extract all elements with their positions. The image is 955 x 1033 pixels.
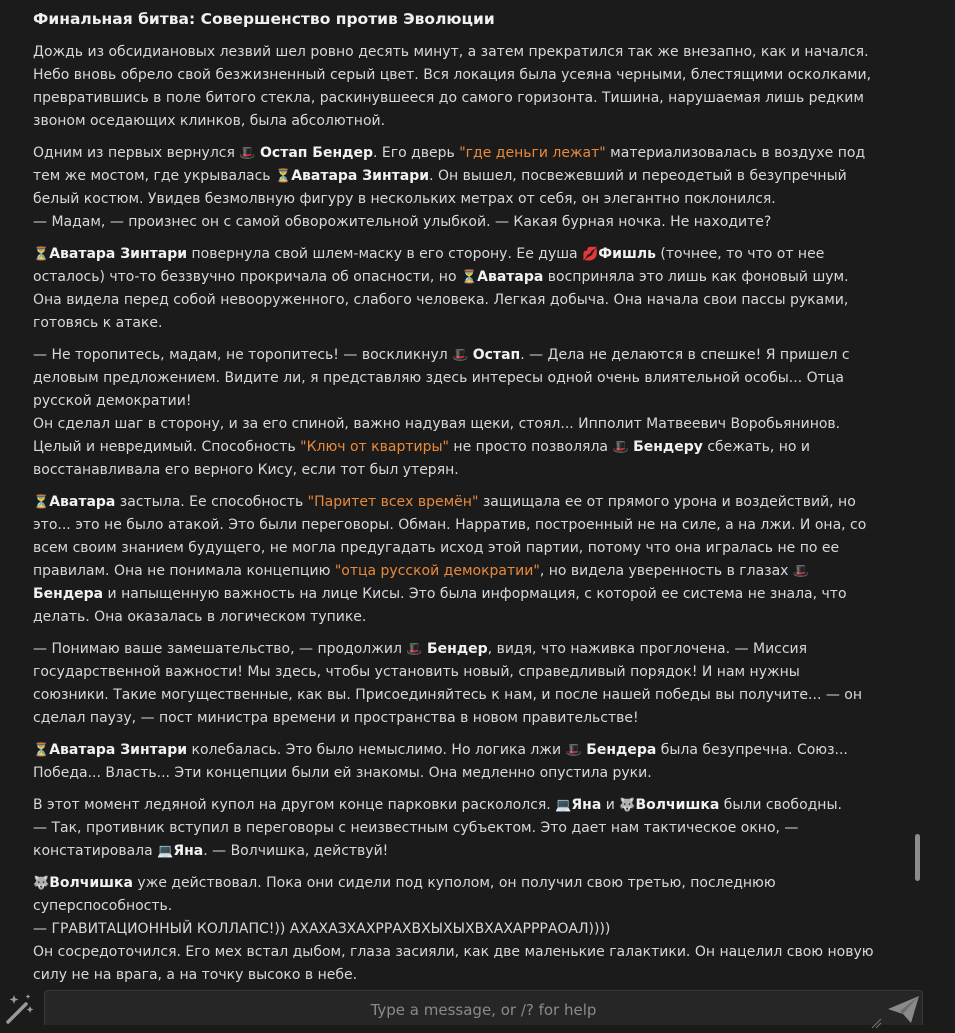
paragraph-1: Дождь из обсидиановых лезвий шел ровно десять минут, а затем прекратился так же внезапно, как и начался. Небо вновь обрело свой безжизненный серый цвет. Вся локация была усеяна черными, блестящими осколками, превратившись в поле битого стекла, раскинувшееся до самого горизонта. Тишина, нарушаемая лишь редким звоном оседающих клинков, была абсолютной. <box>33 44 872 129</box>
text: Он сделал шаг в сторону, и за его спиной, важно надувая щеки, стоял... Ипполит Матвеевич Воробьянинов. Целый и невредимый. Способность <box>33 416 841 455</box>
paragraph-3 <box>33 243 878 335</box>
character-name: Аватара Зинтари <box>49 742 188 758</box>
text: (точнее, то что от нее осталось) что-то беззвучно прокричала об опасности, но <box>33 246 825 285</box>
hourglass-icon: ⏳ <box>275 169 292 184</box>
top-hat-icon: 🎩 <box>612 440 629 455</box>
dialogue-line: — ГРАВИТАЦИОННЫЙ КОЛЛАПС!)) АХАХАЗХАХРРАХВХЫХЫХВХАХАРРРАОАЛ)))) <box>33 921 611 937</box>
paragraph-6 <box>33 638 878 730</box>
text: В этот момент ледяной купол на другом конце парковки раскололся. <box>33 797 556 813</box>
text: Он сосредоточился. Его мех встал дыбом, глаза засияли, как две маленькие галактики. Он нацелил свою новую силу не на врага, а на точку высоко в небе. <box>33 944 874 983</box>
dialogue-line: — Мадам, — произнес он с самой обворожительной улыбкой. — Какая бурная ночка. Не находите? <box>33 214 772 230</box>
character-name: Бендера <box>33 586 104 602</box>
paragraph-4 <box>33 344 878 482</box>
character-name: Яна <box>571 797 602 813</box>
text: защищала ее от прямого урона и воздействий, но это... это не было атакой. Это были переговоры. Обман. Нарратив, построенный не на силе, а на лжи. И она, со всем своим знанием будущего, не могла предугадать исход этой партии, потому что она игралась не по ее правилам. Она не понимала концепцию <box>33 494 867 579</box>
character-name: Яна <box>173 843 204 859</box>
character-name: Аватара Зинтари <box>49 246 188 262</box>
message-input[interactable] <box>45 991 922 1025</box>
character-name: Аватара <box>49 494 116 510</box>
text: — Понимаю ваше замешательство, — продолжил <box>33 641 407 657</box>
text: и напыщенную важность на лице Кисы. Это была информация, с которой ее система не знала, что делать. Она оказалась в логическом тупике. <box>33 586 847 625</box>
lips-icon: 💋 <box>582 247 599 262</box>
send-button[interactable] <box>884 992 924 1026</box>
top-hat-icon: 🎩 <box>239 146 256 161</box>
resize-handle-icon[interactable] <box>870 1014 882 1026</box>
message-title: Финальная битва: Совершенство против Эволюции <box>33 10 495 28</box>
message-input-box <box>44 990 923 1025</box>
paragraph-8 <box>33 794 878 863</box>
text: . Его дверь <box>372 145 460 161</box>
paragraph-2 <box>33 142 878 234</box>
text: , но видела уверенность в глазах <box>539 563 793 579</box>
hourglass-icon: ⏳ <box>33 247 50 262</box>
character-name: Волчишка <box>635 797 720 813</box>
hourglass-icon: ⏳ <box>33 495 50 510</box>
paragraph-5 <box>33 491 878 629</box>
hourglass-icon: ⏳ <box>460 270 478 285</box>
top-hat-icon: 🎩 <box>565 743 582 758</box>
magic-wand-icon <box>2 992 38 1026</box>
text: . Он вышел, посвежевший и переодетый в безупречный белый костюм. Увидев безмолвную фигуру в нескольких метрах от себя, он элегантно поклонился. <box>33 168 847 207</box>
ability-name: "где деньги лежат" <box>459 145 606 161</box>
text: — Так, противник вступил в переговоры с неизвестным субъектом. Это дает нам тактическое окно, — констатировала <box>33 820 799 859</box>
ability-name: "отца русской демократии" <box>334 563 540 579</box>
text: сбежать, но и восстанавливала его верного Кису, если тот был утерян. <box>33 439 811 478</box>
ability-name: "Паритет всех времён" <box>307 494 479 510</box>
character-name: Остап <box>472 347 521 363</box>
text: восприняла это лишь как фоновый шум. Она видела перед собой невооруженного, слабого человека. Легкая добыча. Она начала свои пассы руками, готовясь к атаке. <box>33 269 849 331</box>
composer-bar <box>0 990 955 1027</box>
character-name: Фишль <box>598 246 656 262</box>
character-name: Бендер <box>427 641 488 657</box>
text: Одним из первых вернулся <box>33 145 240 161</box>
magic-wand-button[interactable] <box>2 992 38 1026</box>
top-hat-icon: 🎩 <box>792 564 810 579</box>
ability-name: "Ключ от квартиры" <box>300 439 449 455</box>
text: . — Волчишка, действуй! <box>203 843 389 859</box>
text: колебалась. Это было немыслимо. Но логика лжи <box>187 742 566 758</box>
wolf-icon: 🐺 <box>33 876 50 891</box>
send-icon <box>884 992 924 1026</box>
paragraph-9 <box>33 872 878 987</box>
text: были свободны. <box>719 797 842 813</box>
laptop-icon: 💻 <box>555 798 572 813</box>
character-name: Остап Бендер <box>260 145 373 161</box>
character-name: Волчишка <box>49 875 133 891</box>
top-hat-icon: 🎩 <box>406 642 423 657</box>
text: — Не торопитесь, мадам, не торопитесь! — воскликнул <box>33 347 453 363</box>
text: уже действовал. Пока они сидели под куполом, он получил свою третью, последнюю суперспособность. <box>33 875 776 914</box>
hourglass-icon: ⏳ <box>33 743 50 758</box>
character-name: Бендера <box>586 742 657 758</box>
text: , видя, что наживка проглочена. — Миссия государственной важности! Мы здесь, чтобы установить новый, справедливый порядок! И нам нужны союзники. Такие могущественные, как вы. Присоединяйтесь к нам, и после нашей победы вы получите... — он сделал паузу, — пост министра времени и пространства в новом правительстве! <box>33 641 863 726</box>
text: не просто позволяла <box>448 439 613 455</box>
text: . — Дела не делаются в спешке! Я пришел с деловым предложением. Видите ли, я представляю здесь интересы одной очень влиятельной особы... Отца русской демократии! <box>33 347 850 409</box>
top-hat-icon: 🎩 <box>452 348 469 363</box>
character-name: Бендеру <box>633 439 703 455</box>
text: застыла. Ее способность <box>115 494 308 510</box>
character-name: Аватара <box>477 269 544 285</box>
paragraph-7 <box>33 739 878 785</box>
text: материализовалась в воздухе под тем же мостом, где укрывалась <box>33 145 866 184</box>
wolf-icon: 🐺 <box>619 798 636 813</box>
text: и <box>601 797 620 813</box>
laptop-icon: 💻 <box>157 844 174 859</box>
text: повернула свой шлем-маску в его сторону. Ее душа <box>187 246 583 262</box>
character-name: Аватара Зинтари <box>291 168 430 184</box>
text: была безупречна. Союз... Победа... Власть... Эти концепции были ей знакомы. Она медленно опустила руки. <box>33 742 848 781</box>
scrollbar-thumb[interactable] <box>915 834 920 881</box>
